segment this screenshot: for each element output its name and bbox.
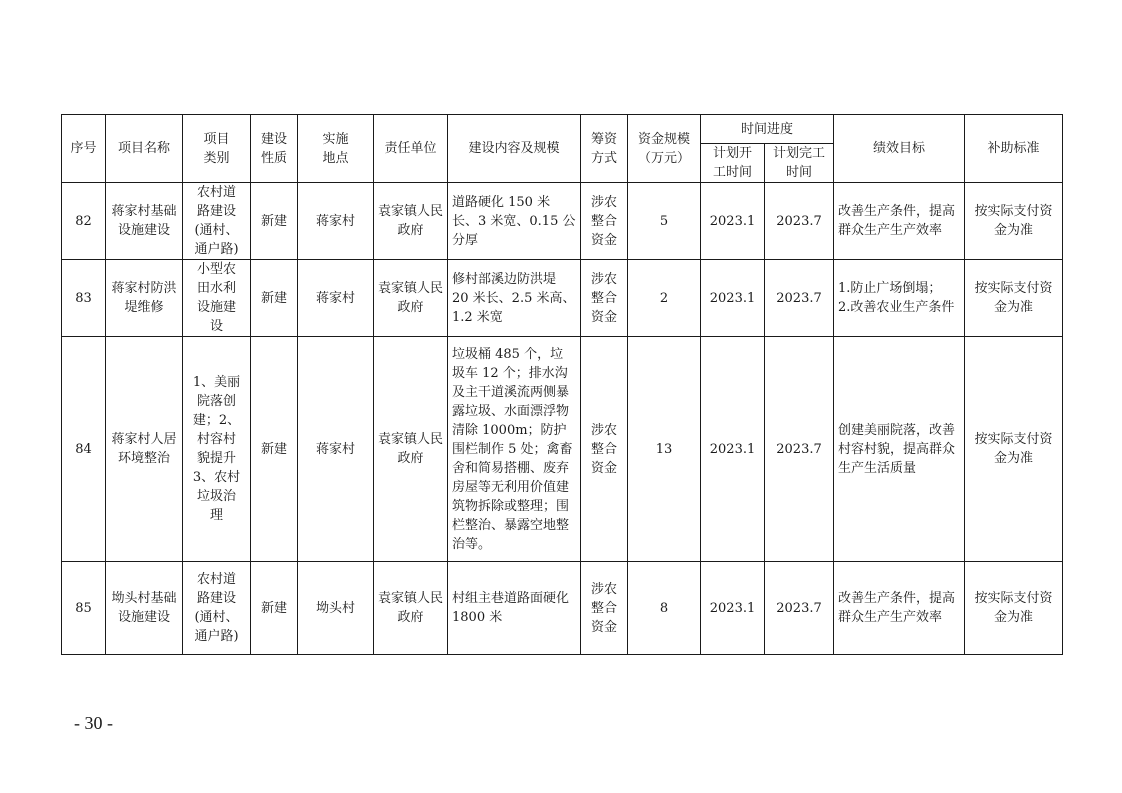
cell-funding-method: 涉农 整合 资金	[581, 260, 628, 337]
cell-plan-end: 2023.7	[765, 183, 834, 260]
cell-plan-start: 2023.1	[701, 183, 765, 260]
cell-plan-start: 2023.1	[701, 562, 765, 655]
cell-nature: 新建	[251, 562, 298, 655]
header-funding-scale: 资金规模 （万元）	[628, 115, 701, 183]
header-target: 绩效目标	[834, 115, 965, 183]
cell-funding-method: 涉农 整合 资金	[581, 337, 628, 562]
project-table	[61, 114, 1063, 655]
table-row	[62, 183, 1063, 260]
cell-seq: 85	[62, 562, 106, 655]
cell-name: 蒋家村基础设施建设	[106, 183, 183, 260]
cell-funding-scale: 13	[628, 337, 701, 562]
cell-category: 农村道 路建设 (通村、 通户路)	[183, 562, 251, 655]
cell-funding-scale: 8	[628, 562, 701, 655]
header-location: 实施 地点	[298, 115, 374, 183]
cell-plan-end: 2023.7	[765, 562, 834, 655]
cell-name: 蒋家村人居环境整治	[106, 337, 183, 562]
header-schedule: 时间进度	[701, 115, 834, 144]
cell-category: 小型农 田水利 设施建 设	[183, 260, 251, 337]
cell-seq: 84	[62, 337, 106, 562]
cell-name: 蒋家村防洪堤维修	[106, 260, 183, 337]
cell-subsidy: 按实际支付资金为准	[965, 562, 1063, 655]
cell-funding-scale: 5	[628, 183, 701, 260]
cell-nature: 新建	[251, 260, 298, 337]
header-nature: 建设 性质	[251, 115, 298, 183]
cell-unit: 袁家镇人民政府	[374, 562, 448, 655]
header-plan-start: 计划开 工时间	[701, 144, 765, 183]
cell-category: 1、美丽 院落创 建；2、 村容村 貌提升 3、农村 垃圾治 理	[183, 337, 251, 562]
cell-category: 农村道 路建设 (通村、 通户路)	[183, 183, 251, 260]
table-row	[62, 562, 1063, 655]
cell-funding-scale: 2	[628, 260, 701, 337]
header-plan-end: 计划完工 时间	[765, 144, 834, 183]
header-funding-method: 筹资 方式	[581, 115, 628, 183]
cell-location: 蒋家村	[298, 260, 374, 337]
header-content: 建设内容及规模	[448, 115, 581, 183]
cell-target: 1.防止广场倒塌； 2.改善农业生产条件	[834, 260, 965, 337]
header-name: 项目名称	[106, 115, 183, 183]
cell-target: 改善生产条件，提高群众生产生产效率	[834, 183, 965, 260]
cell-plan-start: 2023.1	[701, 260, 765, 337]
cell-plan-start: 2023.1	[701, 337, 765, 562]
header-unit: 责任单位	[374, 115, 448, 183]
cell-location: 蒋家村	[298, 183, 374, 260]
cell-unit: 袁家镇人民政府	[374, 337, 448, 562]
cell-content: 村组主巷道路面硬化 1800 米	[448, 562, 581, 655]
cell-plan-end: 2023.7	[765, 337, 834, 562]
cell-content: 道路硬化 150 米长、3 米宽、0.15 公分厚	[448, 183, 581, 260]
header-seq: 序号	[62, 115, 106, 183]
cell-funding-method: 涉农 整合 资金	[581, 562, 628, 655]
cell-nature: 新建	[251, 183, 298, 260]
cell-location: 蒋家村	[298, 337, 374, 562]
cell-content: 垃圾桶 485 个，垃圾车 12 个；排水沟及主干道溪流两侧暴露垃圾、水面漂浮物清除 1000m；防护围栏制作 5 处；禽畜舍和简易搭棚、废弃房屋等无利用价值建筑物拆除或整理；围栏整治、暴露空地整治等。	[448, 337, 581, 562]
cell-subsidy: 按实际支付资金为准	[965, 337, 1063, 562]
cell-unit: 袁家镇人民政府	[374, 260, 448, 337]
cell-location: 坳头村	[298, 562, 374, 655]
cell-funding-method: 涉农 整合 资金	[581, 183, 628, 260]
cell-seq: 82	[62, 183, 106, 260]
cell-name: 坳头村基础设施建设	[106, 562, 183, 655]
cell-subsidy: 按实际支付资金为准	[965, 260, 1063, 337]
cell-subsidy: 按实际支付资金为准	[965, 183, 1063, 260]
page-number: - 30 -	[74, 713, 113, 733]
cell-content: 修村部溪边防洪堤 20 米长、2.5 米高、1.2 米宽	[448, 260, 581, 337]
cell-target: 改善生产条件，提高群众生产生产效率	[834, 562, 965, 655]
header-subsidy: 补助标准	[965, 115, 1063, 183]
cell-nature: 新建	[251, 337, 298, 562]
cell-target: 创建美丽院落，改善村容村貌，提高群众生产生活质量	[834, 337, 965, 562]
cell-unit: 袁家镇人民政府	[374, 183, 448, 260]
table-row	[62, 260, 1063, 337]
header-category: 项目 类别	[183, 115, 251, 183]
cell-seq: 83	[62, 260, 106, 337]
table-row	[62, 337, 1063, 562]
cell-plan-end: 2023.7	[765, 260, 834, 337]
